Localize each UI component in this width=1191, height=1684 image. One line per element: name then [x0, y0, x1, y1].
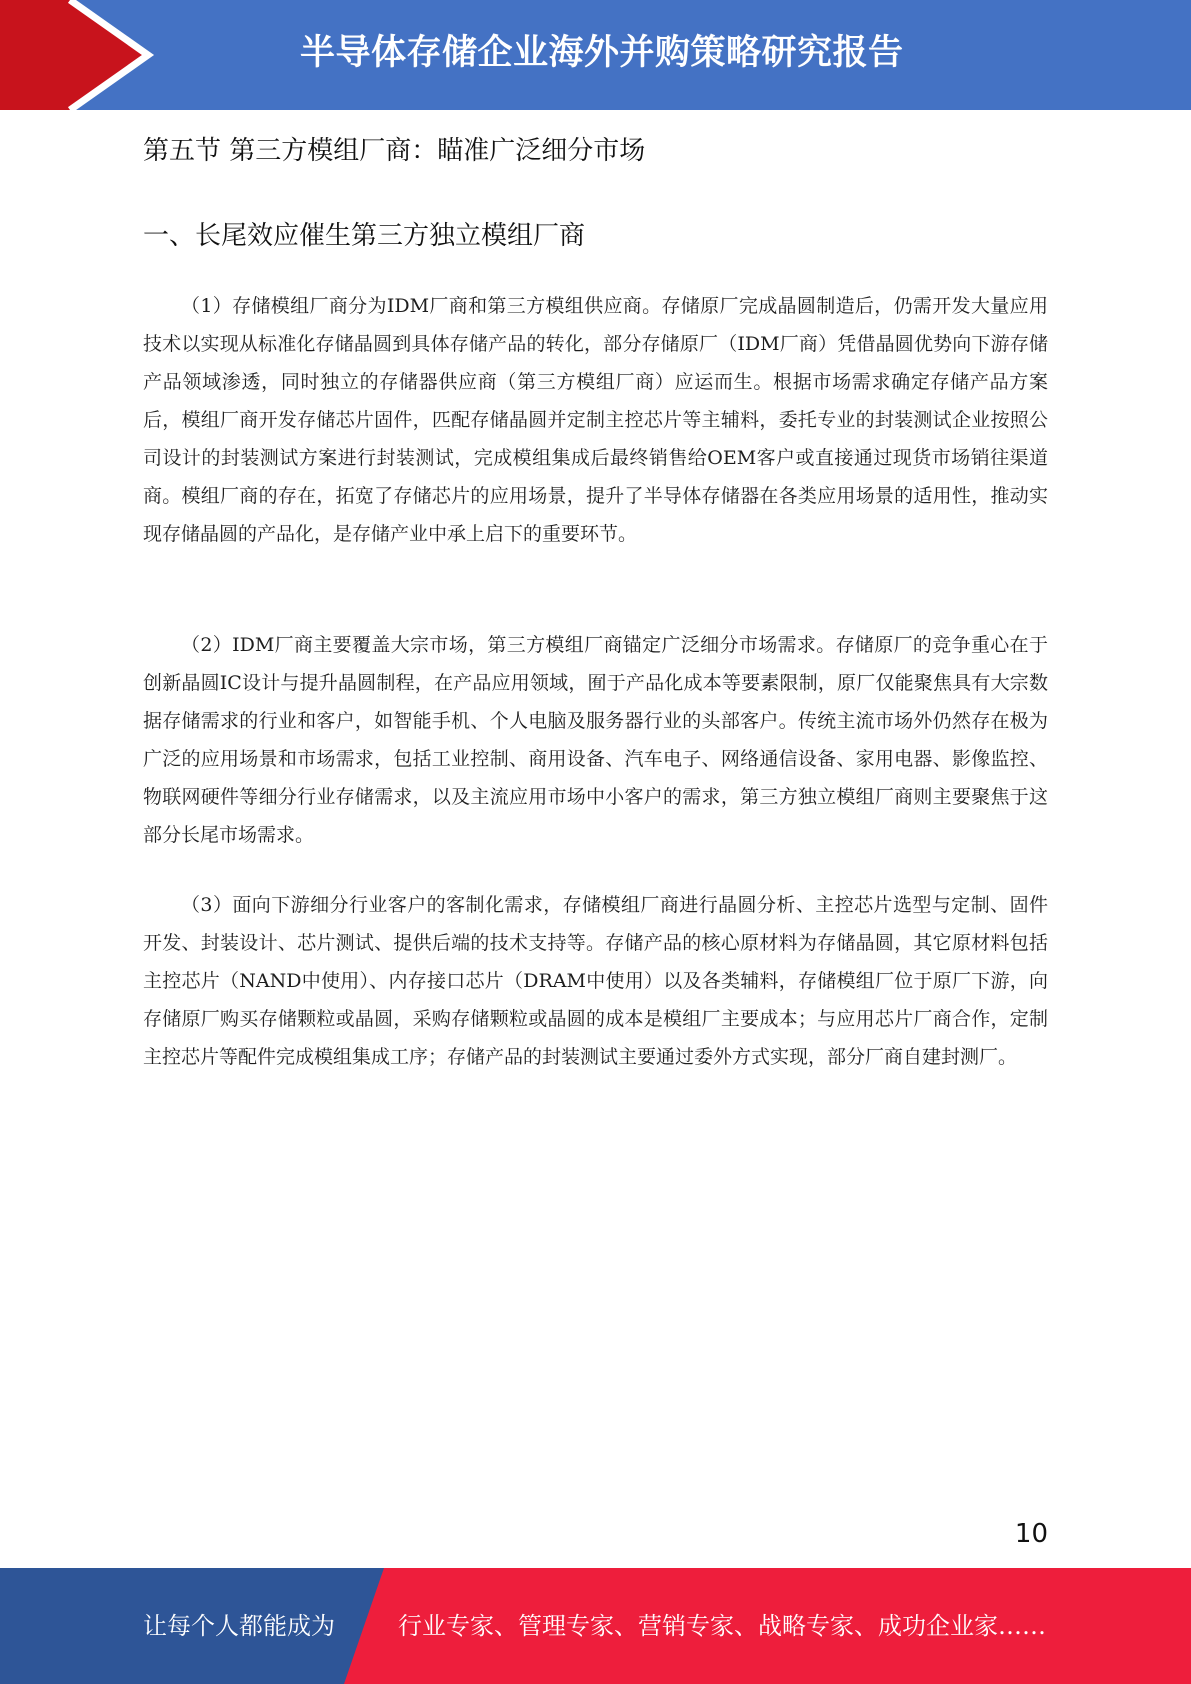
header-banner — [0, 0, 1191, 110]
report-title: 半导体存储企业海外并购策略研究报告 — [300, 33, 904, 73]
section-title: 第五节 第三方模组厂商：瞄准广泛细分市场 — [143, 136, 646, 166]
footer-slogan-left: 让每个人都能成为 — [143, 1612, 335, 1640]
paragraph-2: （2）IDM厂商主要覆盖大宗市场，第三方模组厂商锚定广泛细分市场需求。存储原厂的竞争重心在于创新晶圆IC设计与提升晶圆制程，在产品应用领域，囿于产品化成本等要素限制，原厂仅能聚焦具有大宗数据存储需求的行业和客户，如智能手机、个人电脑及服务器行业的头部客户。传统主流市场外仍然存在极为广泛的应用场景和市场需求，包括工业控制、商用设备、汽车电子、网络通信设备、家用电器、影像监控、物联网硬件等细分行业存储需求，以及主流应用市场中小客户的需求，第三方独立模组厂商则主要聚焦于这部分长尾市场需求。 — [143, 634, 1048, 846]
subsection-title: 一、长尾效应催生第三方独立模组厂商 — [143, 221, 586, 251]
footer-slogan-right: 行业专家、管理专家、营销专家、战略专家、成功企业家…… — [398, 1612, 1046, 1640]
footer-banner — [0, 1568, 1191, 1684]
paragraph-3: （3）面向下游细分行业客户的客制化需求，存储模组厂商进行晶圆分析、主控芯片选型与定制、固件开发、封装设计、芯片测试、提供后端的技术支持等。存储产品的核心原材料为存储晶圆，其它原材料包括主控芯片（NAND中使用）、内存接口芯片（DRAM中使用）以及各类辅料，存储模组厂位于原厂下游，向存储原厂购买存储颗粒或晶圆，采购存储颗粒或晶圆的成本是模组厂主要成本；与应用芯片厂商合作，定制主控芯片等配件完成模组集成工序；存储产品的封装测试主要通过委外方式实现，部分厂商自建封测厂。 — [143, 894, 1048, 1068]
page-number: 10 — [1014, 1519, 1048, 1549]
paragraph-1: （1）存储模组厂商分为IDM厂商和第三方模组供应商。存储原厂完成晶圆制造后，仍需开发大量应用技术以实现从标准化存储晶圆到具体存储产品的转化，部分存储原厂（IDM厂商）凭借晶圆优势向下游存储产品领域渗透，同时独立的存储器供应商（第三方模组厂商）应运而生。根据市场需求确定存储产品方案后，模组厂商开发存储芯片固件，匹配存储晶圆并定制主控芯片等主辅料，委托专业的封装测试企业按照公司设计的封装测试方案进行封装测试，完成模组集成后最终销售给OEM客户或直接通过现货市场销往渠道商。模组厂商的存在，拓宽了存储芯片的应用场景，提升了半导体存储器在各类应用场景的适用性，推动实现存储晶圆的产品化，是存储产业中承上启下的重要环节。 — [143, 295, 1048, 545]
